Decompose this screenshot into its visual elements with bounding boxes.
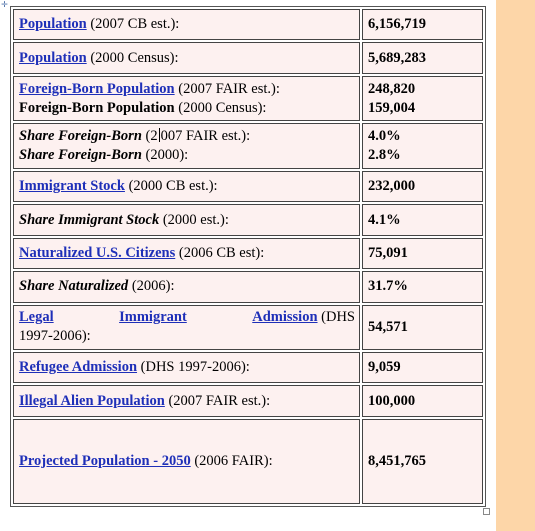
label-text: (2000 CB est.): — [124, 178, 218, 195]
refugee-admission-link[interactable]: Refugee Admission — [19, 359, 138, 376]
link-word: Immigrant — [119, 309, 187, 326]
table-cell-value: 6,156,719 — [362, 9, 483, 40]
table-cell-label — [13, 123, 360, 169]
table-cell-value: 31.7% — [362, 271, 483, 302]
table-cell-value — [362, 123, 483, 169]
table-row — [13, 42, 483, 73]
label-text: (2 — [141, 128, 158, 145]
label-emphasis: Share Foreign-Born — [19, 128, 142, 145]
table-row — [13, 352, 483, 383]
label-text: (2006): — [128, 278, 175, 295]
label-text: (2000): — [141, 147, 189, 164]
label-emphasis: Share Immigrant Stock — [19, 211, 160, 228]
table-row — [13, 204, 483, 235]
table-cell-label — [13, 76, 360, 122]
label-text: (DHS 1997-2006): — [137, 359, 250, 376]
value-text: 159,004 — [368, 99, 416, 116]
label-text: (2000 est.): — [159, 211, 229, 228]
text-cursor — [159, 128, 160, 142]
table-cell-value: 232,000 — [362, 171, 483, 202]
label-text: (2006 CB est): — [175, 244, 265, 261]
table-row — [13, 385, 483, 416]
table-cell-label — [13, 385, 360, 416]
label-text: (DHS — [317, 309, 355, 326]
projected-population-link[interactable]: Projected Population - 2050 — [19, 452, 191, 469]
label-emphasis: Foreign-Born Population — [19, 99, 175, 116]
value-text: 2.8% — [368, 147, 401, 164]
table-cell-label — [13, 42, 360, 73]
table-row — [13, 171, 483, 202]
naturalized-citizens-link[interactable]: Naturalized U.S. Citizens — [19, 244, 176, 261]
label-emphasis: Share Naturalized — [19, 278, 129, 295]
table-cell-label — [13, 419, 360, 504]
population-link[interactable]: Population — [19, 16, 87, 33]
label-text: 007 FAIR est.): — [160, 128, 251, 145]
foreign-born-population-link[interactable]: Foreign-Born Population — [19, 80, 175, 97]
resize-handle-icon[interactable] — [483, 508, 490, 515]
label-text: (2007 FAIR est.): — [174, 80, 280, 97]
table-cell-label — [13, 9, 360, 40]
table-cell-value: 54,571 — [362, 305, 483, 351]
table-row — [13, 123, 483, 169]
table-cell-value: 75,091 — [362, 238, 483, 269]
population-link[interactable]: Population — [19, 49, 87, 66]
table-row — [13, 9, 483, 40]
table-cell-value: 100,000 — [362, 385, 483, 416]
link-word: Admission — [252, 309, 318, 326]
label-text: 1997-2006): — [19, 328, 91, 345]
label-text: (2007 CB est.): — [86, 16, 180, 33]
table-row — [13, 238, 483, 269]
label-text: (2000 Census): — [174, 99, 267, 116]
value-text: 248,820 — [368, 80, 416, 97]
table-cell-label — [13, 352, 360, 383]
illegal-alien-population-link[interactable]: Illegal Alien Population — [19, 392, 165, 409]
table-cell-value: 5,689,283 — [362, 42, 483, 73]
table-cell-label — [13, 171, 360, 202]
table-cell-label — [13, 238, 360, 269]
table-row — [13, 271, 483, 302]
move-handle-icon[interactable]: ✛ — [1, 0, 8, 9]
link-word: Legal — [19, 309, 54, 326]
table-cell-value — [362, 76, 483, 122]
label-text: (2000 Census): — [86, 49, 179, 66]
table-cell-value: 9,059 — [362, 352, 483, 383]
value-text: 4.0% — [368, 128, 401, 145]
legal-immigrant-admission-link[interactable] — [19, 308, 318, 327]
table-row — [13, 305, 483, 351]
table-row — [13, 419, 483, 504]
label-text: (2006 FAIR): — [190, 452, 273, 469]
label-text: (2007 FAIR est.): — [164, 392, 271, 409]
label-emphasis: Share Foreign-Born — [19, 147, 142, 164]
immigrant-stock-link[interactable]: Immigrant Stock — [19, 178, 125, 195]
statistics-table — [10, 6, 486, 507]
table-cell-label — [13, 271, 360, 302]
table-cell-label — [13, 305, 360, 351]
table-cell-value: 8,451,765 — [362, 419, 483, 504]
table-cell-label — [13, 204, 360, 235]
table-row — [13, 76, 483, 122]
table-cell-value: 4.1% — [362, 204, 483, 235]
